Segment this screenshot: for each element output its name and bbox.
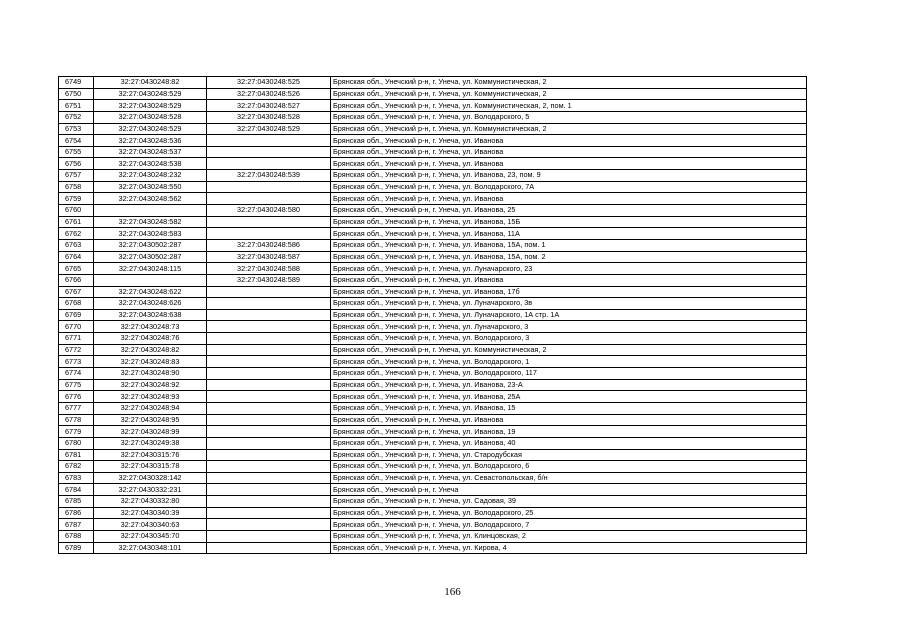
linked-cadastral-number-cell	[207, 368, 331, 380]
linked-cadastral-number-cell	[207, 216, 331, 228]
table-row	[59, 251, 807, 263]
address-cell: Брянская обл., Унечский р-н, г. Унеча, ул. Володарского, 3	[331, 333, 807, 345]
address-cell: Брянская обл., Унечский р-н, г. Унеча, ул. Володарского, 7А	[331, 181, 807, 193]
cadastral-number-cell: 32:27:0430328:142	[94, 472, 207, 484]
row-number-cell: 6770	[59, 321, 94, 333]
table-row	[59, 333, 807, 345]
linked-cadastral-number-cell	[207, 344, 331, 356]
row-number-cell: 6753	[59, 123, 94, 135]
table-row	[59, 321, 807, 333]
row-number-cell: 6762	[59, 228, 94, 240]
address-cell: Брянская обл., Унечский р-н, г. Унеча, ул. Иванова	[331, 158, 807, 170]
linked-cadastral-number-cell	[207, 379, 331, 391]
address-cell: Брянская обл., Унечский р-н, г. Унеча, ул. Иванова, 25А	[331, 391, 807, 403]
address-cell: Брянская обл., Унечский р-н, г. Унеча, ул. Луначарского, 3	[331, 321, 807, 333]
row-number-cell: 6765	[59, 263, 94, 275]
page-number: 166	[444, 586, 461, 598]
row-number-cell: 6761	[59, 216, 94, 228]
address-cell: Брянская обл., Унечский р-н, г. Унеча, ул. Луначарского, 1А стр. 1А	[331, 309, 807, 321]
address-cell: Брянская обл., Унечский р-н, г. Унеча, ул. Иванова, 11А	[331, 228, 807, 240]
row-number-cell: 6758	[59, 181, 94, 193]
cadastral-number-cell: 32:27:0430248:232	[94, 170, 207, 182]
linked-cadastral-number-cell	[207, 391, 331, 403]
cadastral-number-cell: 32:27:0430340:63	[94, 519, 207, 531]
linked-cadastral-number-cell	[207, 472, 331, 484]
linked-cadastral-number-cell	[207, 542, 331, 554]
row-number-cell: 6766	[59, 274, 94, 286]
cadastral-number-cell: 32:27:0430248:90	[94, 368, 207, 380]
address-cell: Брянская обл., Унечский р-н, г. Унеча, ул. Иванова, 15Б	[331, 216, 807, 228]
cadastral-number-cell: 32:27:0430248:93	[94, 391, 207, 403]
table-row	[59, 77, 807, 89]
cadastral-number-cell: 32:27:0430248:638	[94, 309, 207, 321]
row-number-cell: 6767	[59, 286, 94, 298]
linked-cadastral-number-cell: 32:27:0430248:527	[207, 100, 331, 112]
address-cell: Брянская обл., Унечский р-н, г. Унеча, ул. Иванова, 19	[331, 426, 807, 438]
address-cell: Брянская обл., Унечский р-н, г. Унеча, ул. Володарского, 6	[331, 461, 807, 473]
table-row	[59, 170, 807, 182]
linked-cadastral-number-cell	[207, 356, 331, 368]
row-number-cell: 6752	[59, 111, 94, 123]
row-number-cell: 6779	[59, 426, 94, 438]
cadastral-number-cell: 32:27:0430248:582	[94, 216, 207, 228]
row-number-cell: 6789	[59, 542, 94, 554]
address-cell: Брянская обл., Унечский р-н, г. Унеча, ул. Володарского, 1	[331, 356, 807, 368]
address-cell: Брянская обл., Унечский р-н, г. Унеча, ул. Севастопольская, б/н	[331, 472, 807, 484]
linked-cadastral-number-cell	[207, 530, 331, 542]
table-row	[59, 181, 807, 193]
row-number-cell: 6778	[59, 414, 94, 426]
address-cell: Брянская обл., Унечский р-н, г. Унеча, ул. Володарского, 7	[331, 519, 807, 531]
cadastral-number-cell: 32:27:0430248:92	[94, 379, 207, 391]
cadastral-number-cell: 32:27:0430502:287	[94, 239, 207, 251]
address-cell: Брянская обл., Унечский р-н, г. Унеча, ул. Володарского, 25	[331, 507, 807, 519]
cadastral-number-cell: 32:27:0430248:99	[94, 426, 207, 438]
row-number-cell: 6750	[59, 88, 94, 100]
table-row	[59, 135, 807, 147]
table-row	[59, 239, 807, 251]
table-row	[59, 309, 807, 321]
table-row	[59, 519, 807, 531]
address-cell: Брянская обл., Унечский р-н, г. Унеча, ул. Коммунистическая, 2	[331, 77, 807, 89]
address-cell: Брянская обл., Унечский р-н, г. Унеча, ул. Иванова, 23, пом. 9	[331, 170, 807, 182]
cadastral-number-cell: 32:27:0430248:536	[94, 135, 207, 147]
table-row	[59, 216, 807, 228]
linked-cadastral-number-cell	[207, 484, 331, 496]
row-number-cell: 6788	[59, 530, 94, 542]
cadastral-number-cell: 32:27:0430248:95	[94, 414, 207, 426]
linked-cadastral-number-cell	[207, 414, 331, 426]
table-row	[59, 391, 807, 403]
address-cell: Брянская обл., Унечский р-н, г. Унеча, ул. Иванова, 15А, пом. 1	[331, 239, 807, 251]
table-row	[59, 88, 807, 100]
address-cell: Брянская обл., Унечский р-н, г. Унеча, ул. Иванова	[331, 274, 807, 286]
cadastral-number-cell: 32:27:0430248:529	[94, 88, 207, 100]
cadastral-number-cell: 32:27:0430332:80	[94, 496, 207, 508]
table-row	[59, 402, 807, 414]
linked-cadastral-number-cell: 32:27:0430248:526	[207, 88, 331, 100]
row-number-cell: 6771	[59, 333, 94, 345]
cadastral-number-cell: 32:27:0430248:73	[94, 321, 207, 333]
linked-cadastral-number-cell	[207, 496, 331, 508]
cadastral-number-cell: 32:27:0430248:115	[94, 263, 207, 275]
linked-cadastral-number-cell	[207, 507, 331, 519]
linked-cadastral-number-cell	[207, 146, 331, 158]
row-number-cell: 6751	[59, 100, 94, 112]
linked-cadastral-number-cell: 32:27:0430248:539	[207, 170, 331, 182]
linked-cadastral-number-cell: 32:27:0430248:587	[207, 251, 331, 263]
table-row	[59, 414, 807, 426]
address-cell: Брянская обл., Унечский р-н, г. Унеча, ул. Иванова, 23-А	[331, 379, 807, 391]
row-number-cell: 6757	[59, 170, 94, 182]
cadastral-number-cell: 32:27:0430248:529	[94, 123, 207, 135]
table-row	[59, 507, 807, 519]
row-number-cell: 6764	[59, 251, 94, 263]
linked-cadastral-number-cell	[207, 437, 331, 449]
row-number-cell: 6760	[59, 205, 94, 217]
cadastral-number-cell: 32:27:0430248:83	[94, 356, 207, 368]
address-cell: Брянская обл., Унечский р-н, г. Унеча, ул. Иванова, 17б	[331, 286, 807, 298]
linked-cadastral-number-cell: 32:27:0430248:586	[207, 239, 331, 251]
row-number-cell: 6755	[59, 146, 94, 158]
address-cell: Брянская обл., Унечский р-н, г. Унеча, ул. Володарского, 117	[331, 368, 807, 380]
cadastral-number-cell	[94, 205, 207, 217]
address-cell: Брянская обл., Унечский р-н, г. Унеча, ул. Коммунистическая, 2, пом. 1	[331, 100, 807, 112]
table-row	[59, 123, 807, 135]
cadastral-number-cell: 32:27:0430315:76	[94, 449, 207, 461]
cadastral-number-cell: 32:27:0430248:626	[94, 298, 207, 310]
table-row	[59, 146, 807, 158]
table-row	[59, 530, 807, 542]
address-cell: Брянская обл., Унечский р-н, г. Унеча, ул. Луначарского, 3в	[331, 298, 807, 310]
table-row	[59, 472, 807, 484]
row-number-cell: 6783	[59, 472, 94, 484]
linked-cadastral-number-cell	[207, 135, 331, 147]
address-cell: Брянская обл., Унечский р-н, г. Унеча, ул. Кирова, 4	[331, 542, 807, 554]
linked-cadastral-number-cell	[207, 158, 331, 170]
table-row	[59, 496, 807, 508]
address-cell: Брянская обл., Унечский р-н, г. Унеча, ул. Коммунистическая, 2	[331, 123, 807, 135]
table-row	[59, 449, 807, 461]
row-number-cell: 6776	[59, 391, 94, 403]
linked-cadastral-number-cell	[207, 193, 331, 205]
linked-cadastral-number-cell	[207, 228, 331, 240]
cadastral-number-cell: 32:27:0430340:39	[94, 507, 207, 519]
row-number-cell: 6769	[59, 309, 94, 321]
table-row	[59, 263, 807, 275]
row-number-cell: 6763	[59, 239, 94, 251]
cadastral-number-cell: 32:27:0430248:94	[94, 402, 207, 414]
cadastral-number-cell: 32:27:0430332:231	[94, 484, 207, 496]
row-number-cell: 6774	[59, 368, 94, 380]
cadastral-number-cell	[94, 274, 207, 286]
address-cell: Брянская обл., Унечский р-н, г. Унеча, ул. Стародубская	[331, 449, 807, 461]
row-number-cell: 6756	[59, 158, 94, 170]
row-number-cell: 6777	[59, 402, 94, 414]
linked-cadastral-number-cell: 32:27:0430248:525	[207, 77, 331, 89]
row-number-cell: 6775	[59, 379, 94, 391]
cadastral-number-cell: 32:27:0430248:550	[94, 181, 207, 193]
linked-cadastral-number-cell: 32:27:0430248:528	[207, 111, 331, 123]
row-number-cell: 6780	[59, 437, 94, 449]
cadastral-number-cell: 32:27:0430249:38	[94, 437, 207, 449]
table-row	[59, 193, 807, 205]
address-cell: Брянская обл., Унечский р-н, г. Унеча, ул. Иванова, 40	[331, 437, 807, 449]
registry-table	[58, 76, 807, 554]
cadastral-number-cell: 32:27:0430248:529	[94, 100, 207, 112]
row-number-cell: 6787	[59, 519, 94, 531]
address-cell: Брянская обл., Унечский р-н, г. Унеча, ул. Коммунистическая, 2	[331, 88, 807, 100]
cadastral-number-cell: 32:27:0430248:622	[94, 286, 207, 298]
row-number-cell: 6754	[59, 135, 94, 147]
cadastral-number-cell: 32:27:0430248:538	[94, 158, 207, 170]
address-cell: Брянская обл., Унечский р-н, г. Унеча, ул. Иванова, 25	[331, 205, 807, 217]
row-number-cell: 6749	[59, 77, 94, 89]
cadastral-number-cell: 32:27:0430248:583	[94, 228, 207, 240]
cadastral-number-cell: 32:27:0430248:82	[94, 344, 207, 356]
address-cell: Брянская обл., Унечский р-н, г. Унеча, ул. Иванова	[331, 414, 807, 426]
linked-cadastral-number-cell	[207, 286, 331, 298]
address-cell: Брянская обл., Унечский р-н, г. Унеча, ул. Володарского, 5	[331, 111, 807, 123]
table-row	[59, 437, 807, 449]
address-cell: Брянская обл., Унечский р-н, г. Унеча, ул. Коммунистическая, 2	[331, 344, 807, 356]
table-row	[59, 205, 807, 217]
cadastral-number-cell: 32:27:0430502:287	[94, 251, 207, 263]
linked-cadastral-number-cell	[207, 309, 331, 321]
row-number-cell: 6768	[59, 298, 94, 310]
cadastral-number-cell: 32:27:0430345:70	[94, 530, 207, 542]
table-row	[59, 286, 807, 298]
row-number-cell: 6784	[59, 484, 94, 496]
cadastral-number-cell: 32:27:0430248:528	[94, 111, 207, 123]
linked-cadastral-number-cell	[207, 426, 331, 438]
row-number-cell: 6785	[59, 496, 94, 508]
linked-cadastral-number-cell: 32:27:0430248:580	[207, 205, 331, 217]
address-cell: Брянская обл., Унечский р-н, г. Унеча, ул. Луначарского, 23	[331, 263, 807, 275]
linked-cadastral-number-cell: 32:27:0430248:589	[207, 274, 331, 286]
address-cell: Брянская обл., Унечский р-н, г. Унеча, ул. Садовая, 39	[331, 496, 807, 508]
address-cell: Брянская обл., Унечский р-н, г. Унеча, ул. Иванова	[331, 193, 807, 205]
table-row	[59, 100, 807, 112]
table-row	[59, 484, 807, 496]
table-row	[59, 379, 807, 391]
address-cell: Брянская обл., Унечский р-н, г. Унеча, ул. Иванова	[331, 146, 807, 158]
row-number-cell: 6773	[59, 356, 94, 368]
linked-cadastral-number-cell	[207, 181, 331, 193]
table-row	[59, 426, 807, 438]
table-row	[59, 274, 807, 286]
table-row	[59, 356, 807, 368]
table-row	[59, 542, 807, 554]
row-number-cell: 6781	[59, 449, 94, 461]
cadastral-number-cell: 32:27:0430348:101	[94, 542, 207, 554]
cadastral-number-cell: 32:27:0430315:78	[94, 461, 207, 473]
cadastral-number-cell: 32:27:0430248:76	[94, 333, 207, 345]
address-cell: Брянская обл., Унечский р-н, г. Унеча, ул. Иванова, 15А, пом. 2	[331, 251, 807, 263]
table-row	[59, 298, 807, 310]
table-row	[59, 158, 807, 170]
table-row	[59, 228, 807, 240]
table-row	[59, 111, 807, 123]
row-number-cell: 6759	[59, 193, 94, 205]
linked-cadastral-number-cell	[207, 461, 331, 473]
cadastral-number-cell: 32:27:0430248:562	[94, 193, 207, 205]
row-number-cell: 6786	[59, 507, 94, 519]
table-row	[59, 461, 807, 473]
linked-cadastral-number-cell	[207, 519, 331, 531]
linked-cadastral-number-cell: 32:27:0430248:529	[207, 123, 331, 135]
registry-table-body	[59, 77, 807, 554]
row-number-cell: 6772	[59, 344, 94, 356]
address-cell: Брянская обл., Унечский р-н, г. Унеча, ул. Иванова, 15	[331, 402, 807, 414]
table-row	[59, 368, 807, 380]
linked-cadastral-number-cell	[207, 321, 331, 333]
cadastral-number-cell: 32:27:0430248:537	[94, 146, 207, 158]
cadastral-number-cell: 32:27:0430248:82	[94, 77, 207, 89]
linked-cadastral-number-cell: 32:27:0430248:588	[207, 263, 331, 275]
table-row	[59, 344, 807, 356]
row-number-cell: 6782	[59, 461, 94, 473]
address-cell: Брянская обл., Унечский р-н, г. Унеча, ул. Иванова	[331, 135, 807, 147]
linked-cadastral-number-cell	[207, 333, 331, 345]
address-cell: Брянская обл., Унечский р-н, г. Унеча	[331, 484, 807, 496]
linked-cadastral-number-cell	[207, 402, 331, 414]
linked-cadastral-number-cell	[207, 449, 331, 461]
linked-cadastral-number-cell	[207, 298, 331, 310]
address-cell: Брянская обл., Унечский р-н, г. Унеча, ул. Клинцовская, 2	[331, 530, 807, 542]
